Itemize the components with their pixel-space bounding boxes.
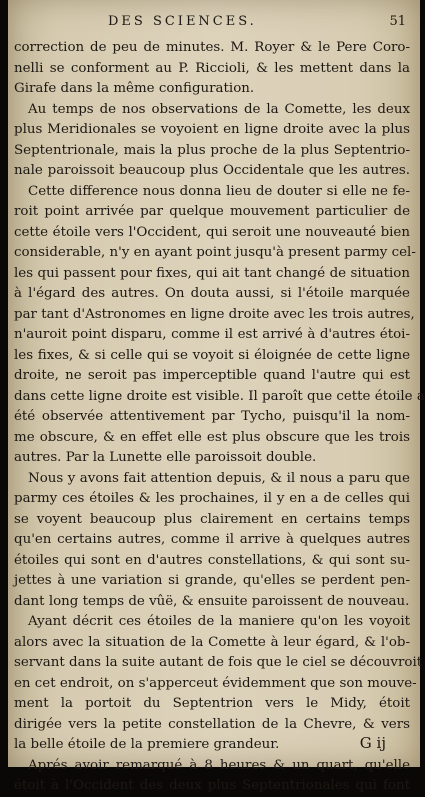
text-line: me obscure, & en effet elle est plus obscure que les trois: [14, 429, 410, 445]
book-page: [8, 0, 425, 793]
signature-mark: G ij: [359, 734, 386, 752]
text-line: qu'en certains autres, comme il arrive à quelques autres: [14, 532, 410, 547]
text-line: ment la portoit du Septentrion vers le Midy, étoit: [14, 696, 410, 711]
text-line: nale paroissoit beaucoup plus Occidentale que les autres.: [14, 163, 410, 178]
text-line: Aprés avoir remarqué à 8 heures & un quart, qu'elle: [28, 757, 410, 773]
text-line: cette étoile vers l'Occident, qui seroit une nouveauté bien: [14, 224, 410, 240]
text-line: parmy ces étoiles & les prochaines, il y en a de celles qui: [14, 491, 410, 506]
text-line: les qui passent pour fixes, qui ait tant changé de situation: [14, 265, 410, 281]
text-line: servant dans la suite autant de fois que le ciel se découvroit: [14, 655, 423, 670]
text-line: Girafe dans la même configuration.: [14, 81, 255, 96]
body-text: [14, 38, 425, 797]
text-line: Nous y avons fait attention depuis, & il nous a paru que: [28, 470, 410, 486]
page-number: 51: [389, 14, 406, 29]
text-line: autres. Par la Lunette elle paroissoit double.: [14, 450, 317, 465]
text-line: dirigée vers la petite constellation de la Chevre, & vers: [14, 716, 410, 732]
text-line: Cette difference nous donna lieu de douter si elle ne fe-: [28, 183, 410, 199]
text-line: se voyent beaucoup plus clairement en certains temps: [14, 511, 410, 527]
page-header: [8, 14, 420, 34]
text-line: considerable, n'y en ayant point jusqu'à present parmy cel-: [14, 245, 416, 260]
text-line: dant long temps de vûë, & ensuite paroissent de nouveau.: [14, 593, 410, 609]
text-line: été observée attentivement par Tycho, puisqu'il la nom-: [14, 409, 410, 424]
running-head: DES SCIENCES.: [108, 14, 257, 29]
text-line: étoiles qui sont en d'autres constellations, & qui sont su-: [14, 552, 410, 568]
text-line: Ayant décrit ces étoiles de la maniere qu'on les voyoit: [28, 614, 410, 629]
text-line: Au temps de nos observations de la Comette, les deux: [28, 101, 410, 117]
text-line: la belle étoile de la premiere grandeur.: [14, 737, 280, 752]
text-line: nelli se conforment au P. Riccioli, & les mettent dans la: [14, 60, 410, 76]
text-line: roit point arrivée par quelque mouvement particulier de: [14, 204, 410, 219]
text-line: dans cette ligne droite est visible. Il paroît que cette étoile a: [14, 388, 425, 404]
text-line: les fixes, & si celle qui se voyoit si éloignée de cette ligne: [14, 347, 410, 363]
text-line: n'auroit point disparu, comme il est arrivé à d'autres étoi-: [14, 327, 410, 342]
text-line: correction de peu de minutes. M. Royer & le Pere Coro-: [14, 40, 410, 55]
text-line: Septentrionale, mais la plus proche de la plus Septentrio-: [14, 142, 410, 158]
text-line: en cet endroit, on s'apperceut évidemment que son mouve-: [14, 675, 417, 691]
text-line: plus Meridionales se voyoient en ligne droite avec la plus: [14, 122, 410, 137]
text-line: à l'égard des autres. On douta aussi, si l'étoile marquée: [14, 286, 410, 301]
text-line: jettes à une variation si grande, qu'elles se perdent pen-: [14, 573, 410, 588]
text-line: étoit à l'Occident des deux plus Septentrionales qui font: [14, 778, 410, 793]
text-line: par tant d'Astronomes en ligne droite avec les trois autres,: [14, 306, 415, 322]
text-line: alors avec la situation de la Comette à leur égard, & l'ob-: [14, 634, 410, 650]
text-line: droite, ne seroit pas imperceptible quand l'autre qui est: [14, 368, 410, 383]
